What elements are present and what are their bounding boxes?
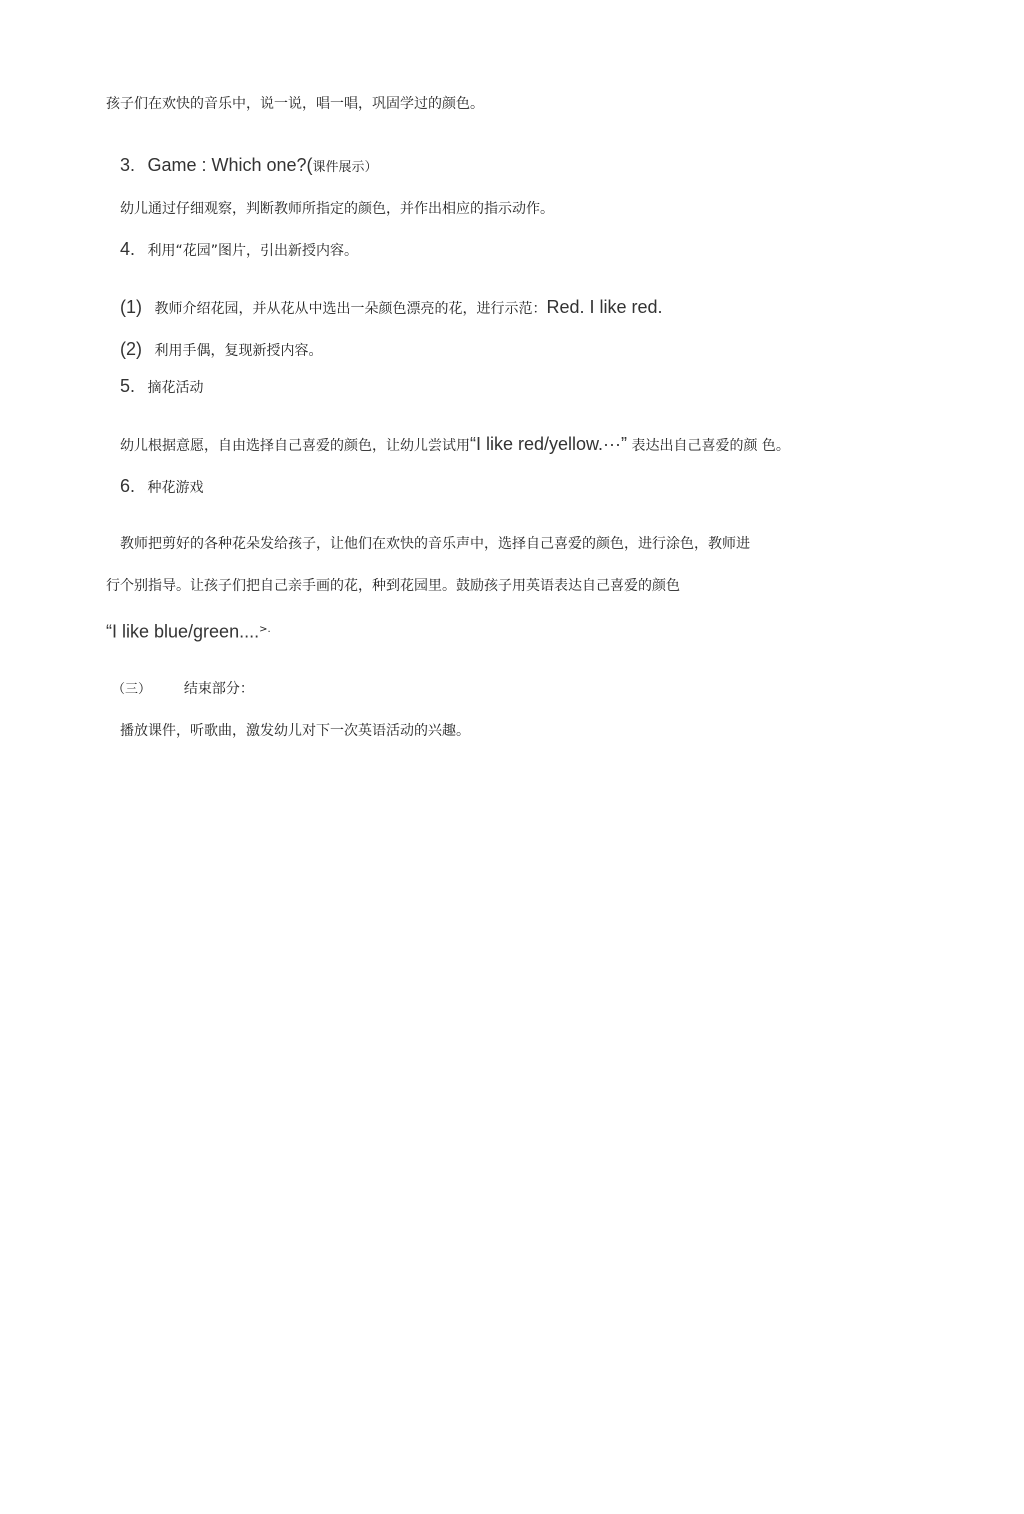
section-3-heading (112, 679, 254, 700)
section-3-title: 结束部分： (183, 681, 254, 697)
item-6-description-line-3 (106, 620, 271, 644)
item-3-heading (120, 155, 378, 178)
item-5-desc-zh1: 幼儿根据意愿，自由选择自己喜爱的颜色，让幼儿尝试用 (120, 438, 470, 454)
item-5-text: 摘花活动 (147, 380, 204, 396)
subitem-2 (120, 339, 322, 361)
item-3-title-en: Game : Which one?( (147, 155, 313, 175)
item-4-number: 4. (120, 239, 136, 259)
subitem-1-en: Red. I like red. (546, 297, 663, 317)
subitem-2-text: 利用手偶，复现新授内容。 (154, 343, 323, 359)
item-4-text: 利用“花园”图片，引出新授内容。 (147, 243, 358, 259)
item-3-description: 幼儿通过仔细观察，判断教师所指定的颜色，并作出相应的指示动作。 (120, 201, 554, 217)
item-6-desc-tail: >. (259, 624, 271, 635)
item-6-description-line-2: 行个别指导。让孩子们把自己亲手画的花，种到花园里。鼓励孩子用英语表达自己喜爱的颜色 (106, 578, 680, 594)
item-6-desc-en: “I like blue/green.... (106, 621, 260, 642)
item-5-desc-zh2: 表达出自己喜爱的颜 色。 (631, 438, 790, 454)
item-6-heading (120, 476, 203, 498)
item-6-text: 种花游戏 (147, 480, 204, 496)
subitem-1-number: (1) (120, 297, 142, 317)
subitem-2-number: (2) (120, 339, 142, 359)
item-5-number: 5. (120, 376, 136, 396)
item-3-title-zh: 课件展示） (312, 160, 378, 175)
subitem-1 (120, 297, 663, 319)
item-5-description (120, 434, 790, 456)
item-4-heading (120, 239, 358, 261)
item-5-desc-en: “I like red/yellow.···” (470, 434, 628, 454)
item-6-description-line-1: 教师把剪好的各种花朵发给孩子，让他们在欢快的音乐声中，选择自己喜爱的颜色，进行涂色，教师进 (120, 536, 750, 552)
intro-paragraph: 孩子们在欢快的音乐中，说一说，唱一唱，巩固学过的颜色。 (106, 96, 484, 112)
subitem-1-text: 教师介绍花园，并从花从中选出一朵颜色漂亮的花，进行示范： (154, 301, 547, 317)
item-5-heading (120, 376, 203, 398)
section-3-description: 播放课件，听歌曲，激发幼儿对下一次英语活动的兴趣。 (120, 723, 470, 739)
section-3-label: （三） (112, 682, 152, 697)
item-3-number: 3. (120, 155, 136, 175)
item-6-number: 6. (120, 476, 136, 496)
